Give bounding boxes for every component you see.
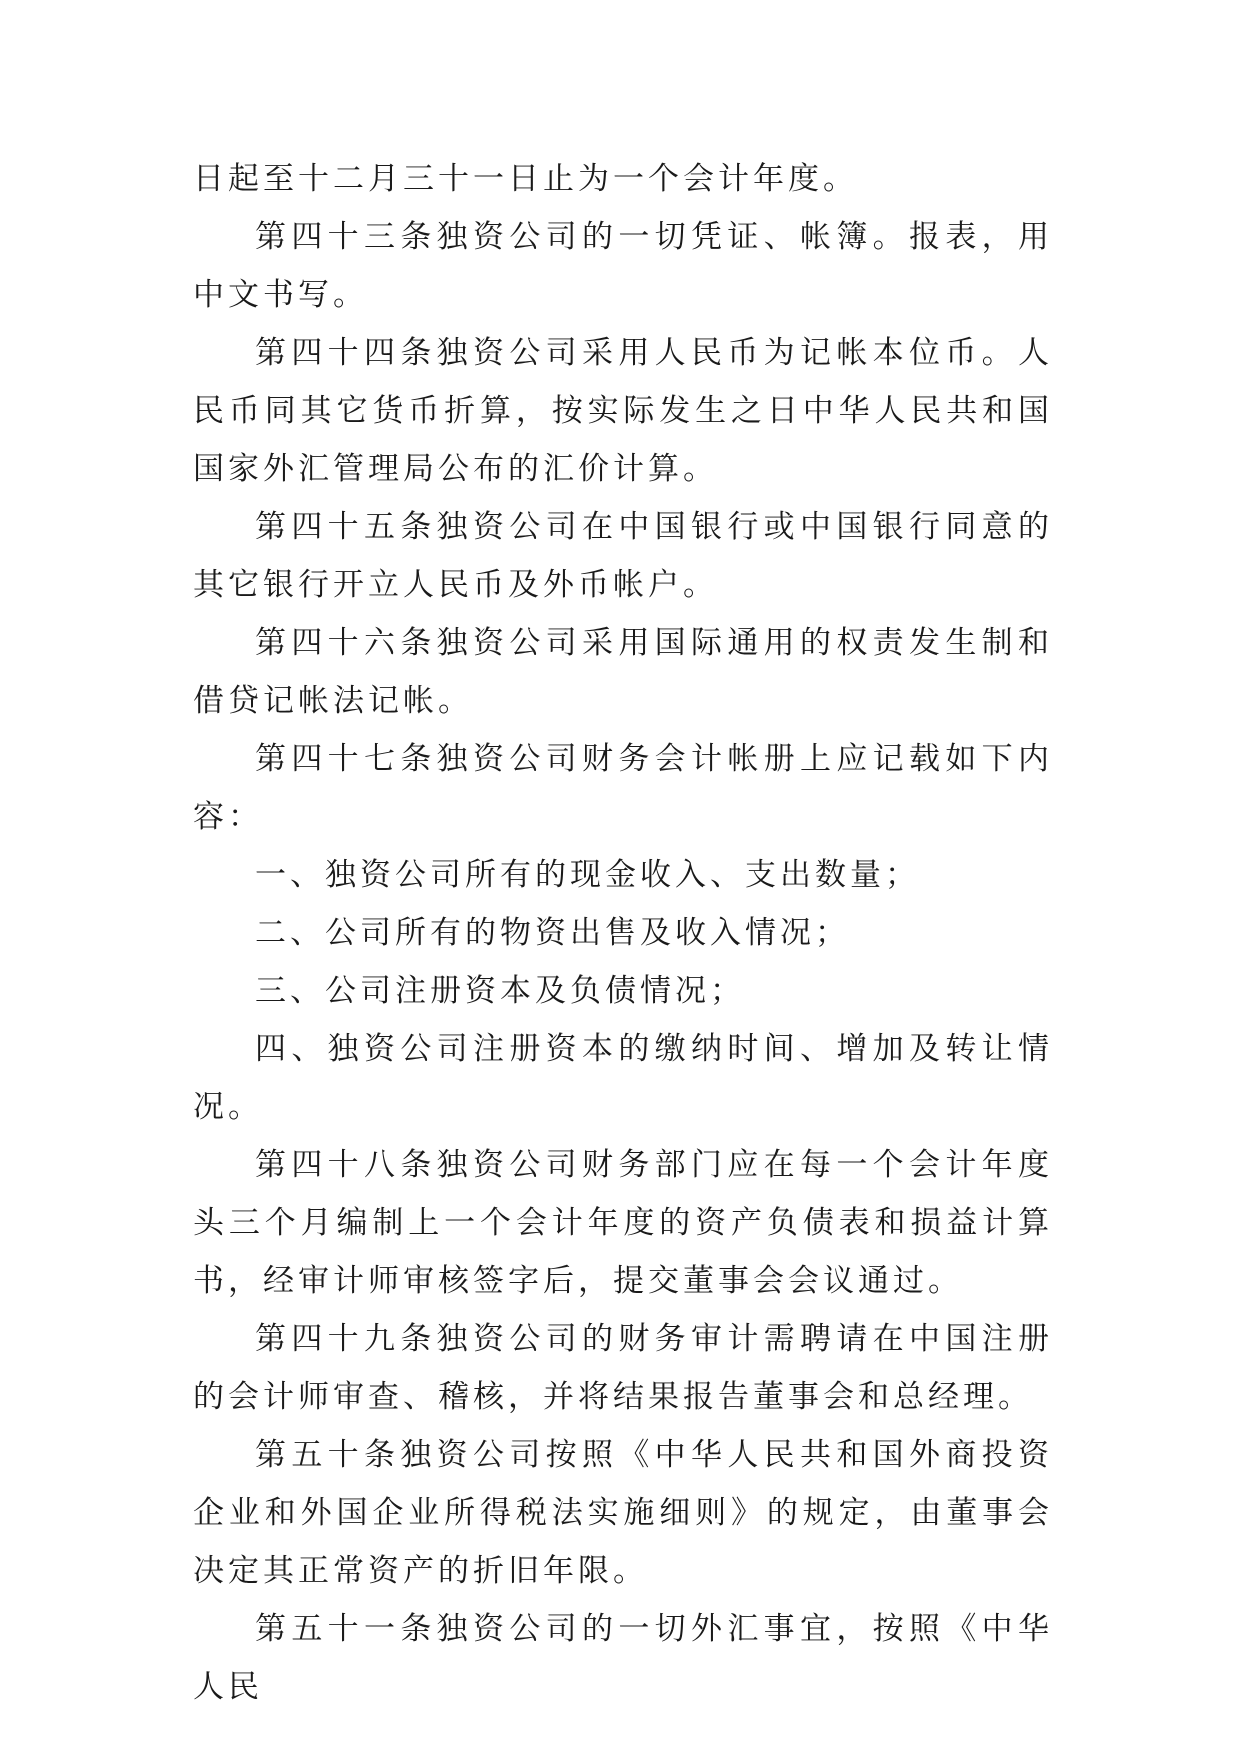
paragraph-article-51: 第五十一条独资公司的一切外汇事宜，按照《中华人民 xyxy=(193,1611,1053,1705)
paragraph-article-49: 第四十九条独资公司的财务审计需聘请在中国注册的会计师审查、稽核，并将结果报告董事会和总经理。 xyxy=(193,1321,1053,1415)
paragraph-article-47: 第四十七条独资公司财务会计帐册上应记载如下内容： xyxy=(193,741,1053,835)
list-item-3: 三、公司注册资本及负债情况； xyxy=(255,973,745,1009)
paragraph-article-44: 第四十四条独资公司采用人民币为记帐本位币。人民币同其它货币折算，按实际发生之日中华人民共和国国家外汇管理局公布的汇价计算。 xyxy=(193,335,1053,487)
list-item-1: 一、独资公司所有的现金收入、支出数量； xyxy=(255,857,920,893)
paragraph-article-45: 第四十五条独资公司在中国银行或中国银行同意的其它银行开立人民币及外币帐户。 xyxy=(193,509,1053,603)
paragraph-article-48: 第四十八条独资公司财务部门应在每一个会计年度头三个月编制上一个会计年度的资产负债表和损益计算书，经审计师审核签字后，提交董事会会议通过。 xyxy=(193,1147,1053,1299)
list-item-4: 四、独资公司注册资本的缴纳时间、增加及转让情况。 xyxy=(193,1031,1053,1125)
paragraph-article-50: 第五十条独资公司按照《中华人民共和国外商投资企业和外国企业所得税法实施细则》的规定，由董事会决定其正常资产的折旧年限。 xyxy=(193,1437,1053,1589)
paragraph-article-46: 第四十六条独资公司采用国际通用的权责发生制和借贷记帐法记帐。 xyxy=(193,625,1053,719)
paragraph-article-43: 第四十三条独资公司的一切凭证、帐簿。报表，用中文书写。 xyxy=(193,219,1053,313)
list-item-2: 二、公司所有的物资出售及收入情况； xyxy=(255,915,850,951)
document-body xyxy=(193,150,1053,1716)
paragraph-fiscal-year-end: 日起至十二月三十一日止为一个会计年度。 xyxy=(193,161,858,197)
